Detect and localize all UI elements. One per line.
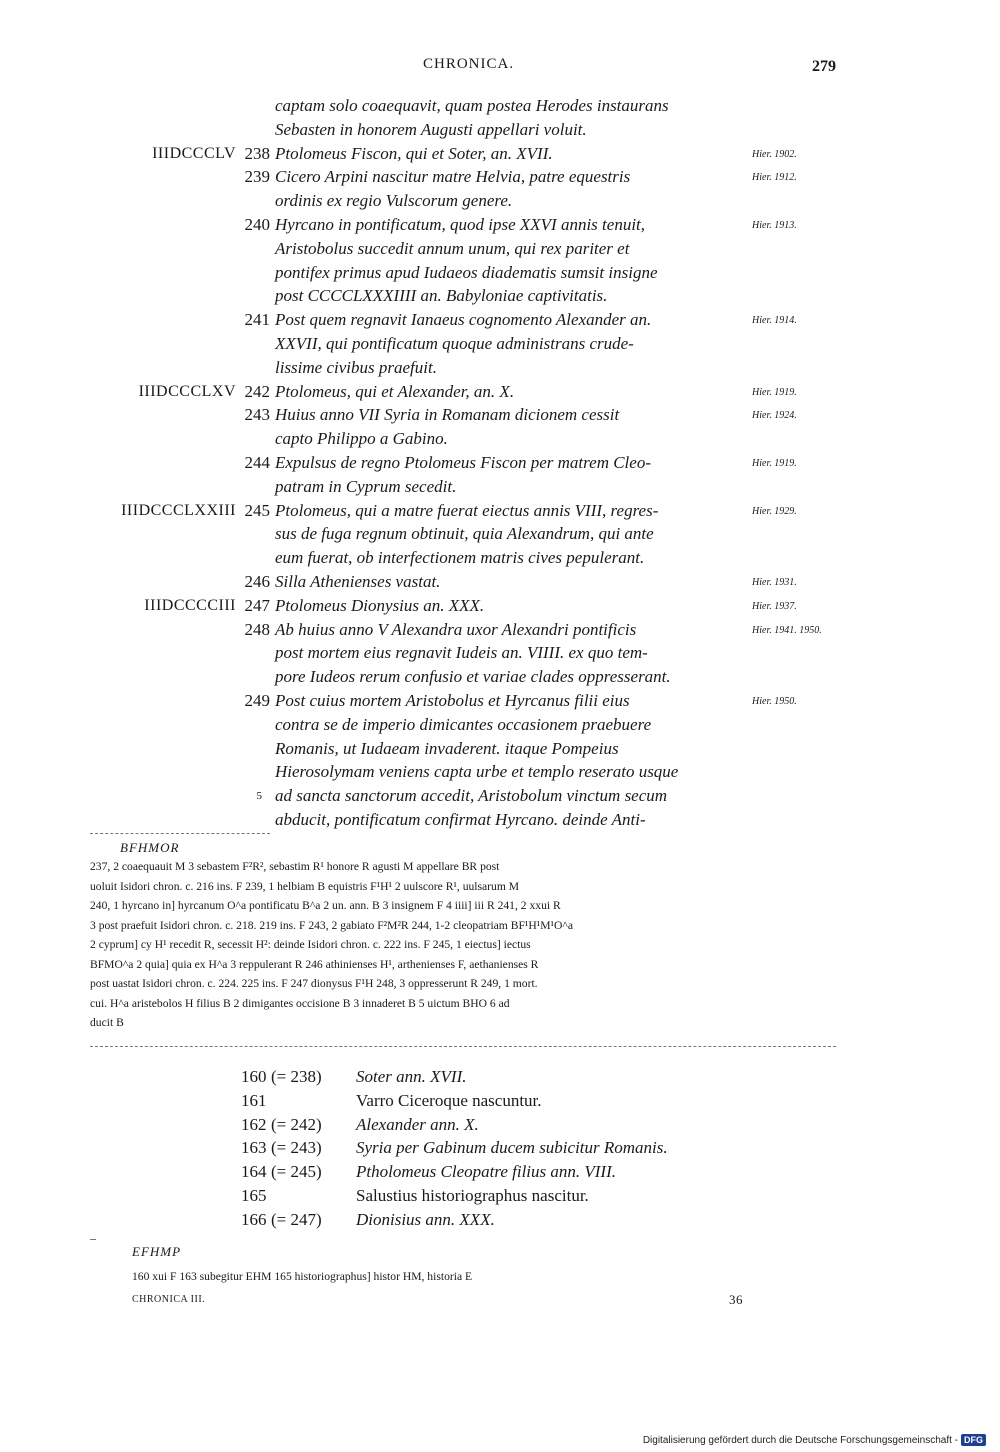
text-line: Sebasten in honorem Augusti appellari voluit. [275, 119, 587, 139]
text-line: Post quem regnavit Ianaeus cognomento Alexander an. [275, 310, 652, 330]
entry-number: 244 [244, 453, 270, 472]
text-line: XXVII, qui pontificatum quoque administrans crude- [275, 334, 634, 353]
apparatus-line: cui. H^a aristebolos H filius B 2 dimigantes occisione B 3 innaderet B 5 uictum BHO 6 ad [90, 996, 510, 1010]
text-line: Ptolomeus Dionysius an. XXX. [275, 595, 485, 615]
b-entry-text: Syria per Gabinum ducem subicitur Romanis. [356, 1138, 668, 1158]
apparatus-line: BFMO^a 2 quia] quia ex H^a 3 reppulerant R 246 athinienses H¹, arthenienses F, aethanienses R [90, 957, 539, 971]
apparatus-line: 237, 2 coaequauit M 3 sebastem F²R², sebastim R¹ honore R agusti M appellare BR post [90, 860, 500, 873]
apparatus-line: 3 post praefuit Isidori chron. c. 218. 219 ins. F 243, 2 gabiato F²M²R 244, 1-2 cleopatriam BF¹H¹M¹O^a [90, 918, 573, 932]
b-entry-equivalence: (= 242) [271, 1114, 322, 1134]
text-line: Ptolomeus Fiscon, qui et Soter, an. XVII. [275, 143, 553, 163]
separator-rule [90, 833, 270, 834]
page-number: 279 [812, 58, 836, 75]
b-entry-number: 164 [241, 1162, 267, 1182]
text-line: Cicero Arpini nascitur matre Helvia, patre equestris [275, 167, 631, 187]
apparatus-line: 240, 1 hyrcano in] hyrcanum O^a pontificatu B^a 2 un. ann. B 3 insignem F 4 iiii] iii R 241, 2 xxui R [90, 899, 561, 912]
dfg-attribution [643, 1434, 986, 1446]
running-header: CHRONICA. [423, 56, 515, 72]
entry-number: 247 [244, 595, 270, 615]
hieronymus-reference: Hier. 1931. [752, 577, 797, 588]
b-entry-text: Alexander ann. X. [356, 1114, 479, 1134]
apparatus-sigla: BFHMOR [120, 840, 180, 855]
b-entry-number: 163 [241, 1138, 267, 1158]
entry-number: 241 [244, 310, 270, 330]
hieronymus-reference: Hier. 1950. [752, 696, 797, 707]
entry-number: 239 [244, 167, 270, 187]
apparatus-line: uoluit Isidori chron. c. 216 ins. F 239, 1 helbiam B equistris F¹H¹ 2 uulscore R¹, uulsarum M [90, 879, 520, 893]
b-entry-number: 165 [241, 1186, 267, 1205]
section-divider [90, 1046, 836, 1047]
b-entry-equivalence: (= 247) [271, 1209, 322, 1229]
hieronymus-reference: Hier. 1914. [752, 315, 797, 327]
b-entry-number: 166 [241, 1209, 267, 1229]
text-line: Hyrcano in pontificatum, quod ipse XXVI annis tenuit, [275, 215, 646, 234]
text-line: ordinis ex regio Vulscorum genere. [275, 191, 513, 211]
apparatus-b-line: 160 xui F 163 subegitur EHM 165 historiographus] histor HM, historia E [132, 1270, 473, 1283]
b-entry-text: Dionisius ann. XXX. [356, 1209, 495, 1229]
year-marker: IIIDCCCCIII [144, 596, 236, 614]
entry-number: 248 [244, 619, 270, 639]
hieronymus-reference: Hier. 1937. [752, 600, 797, 612]
hieronymus-reference: Hier. 1913. [752, 220, 797, 231]
entry-number: 243 [244, 405, 270, 425]
apparatus-line: post uastat Isidori chron. c. 224. 225 ins. F 247 dionysus F¹H 248, 3 oppresserunt R 249, 1 mort. [90, 977, 538, 990]
hieronymus-reference: Hier. 1919. [752, 386, 797, 398]
year-marker: IIIDCCCLXXIII [121, 501, 236, 519]
b-entry-text: Ptholomeus Cleopatre filius ann. VIII. [356, 1162, 617, 1182]
text-line: ad sancta sanctorum accedit, Aristobolum vinctum secum [275, 786, 668, 806]
b-entry-text: Salustius historiographus nascitur. [356, 1186, 589, 1205]
apparatus-b-sigla: EFHMP [132, 1244, 182, 1259]
text-line: captam solo coaequavit, quam postea Herodes instaurans [275, 96, 669, 115]
text-line: post CCCCLXXXIIII an. Babyloniae captivitatis. [275, 286, 608, 306]
b-entry-equivalence: (= 245) [271, 1162, 322, 1182]
text-line: abducit, pontificatum confirmat Hyrcano. deinde Anti- [275, 810, 646, 829]
signature-number: 36 [729, 1292, 743, 1307]
text-line: Romanis, ut Iudaeam invaderent. itaque Pompeius [275, 738, 619, 758]
hieronymus-reference: Hier. 1912. [752, 172, 797, 184]
text-line: Expulsus de regno Ptolomeus Fiscon per matrem Cleo- [275, 453, 651, 472]
b-entry-equivalence: (= 238) [271, 1067, 322, 1086]
text-line: Huius anno VII Syria in Romanam dicionem cessit [275, 405, 620, 425]
text-line: patram in Cyprum secedit. [275, 476, 457, 496]
apparatus-line: 2 cyprum] cy H¹ recedit R, secessit H²: deinde Isidori chron. c. 222 ins. F 245, 1 eiectus] iectus [90, 938, 531, 951]
apparatus-line: ducit B [90, 1016, 124, 1029]
year-marker: IIIDCCCLXV [138, 382, 236, 400]
text-line: Silla Athenienses vastat. [275, 572, 441, 591]
entry-number: 238 [244, 143, 270, 163]
b-entry-text: Varro Ciceroque nascuntur. [356, 1090, 542, 1110]
text-line: Ptolomeus, qui a matre fuerat eiectus annis VIII, regres- [275, 500, 659, 520]
b-entry-text: Soter ann. XVII. [356, 1067, 467, 1086]
entry-number: 245 [244, 500, 270, 520]
entry-number: 242 [244, 381, 270, 401]
year-marker: IIIDCCCLV [152, 144, 236, 162]
text-line: lissime civibus praefuit. [275, 357, 437, 377]
entry-number: 5 [256, 790, 262, 803]
text-line: eum fuerat, ob interfectionem matris cives pepulerant. [275, 548, 645, 568]
short-rule [90, 1239, 96, 1240]
hieronymus-reference: Hier. 1941. 1950. [752, 624, 822, 636]
entry-number: 246 [244, 572, 270, 591]
hieronymus-reference: Hier. 1919. [752, 458, 797, 469]
entry-number: 240 [244, 215, 270, 234]
text-line: Ptolomeus, qui et Alexander, an. X. [275, 381, 515, 401]
text-line: pore Iudeos rerum confusio et variae clades oppresserant. [275, 667, 671, 687]
dfg-logo: DFG [961, 1434, 986, 1446]
hieronymus-reference: Hier. 1902. [752, 148, 797, 160]
text-line: Ab huius anno V Alexandra uxor Alexandri pontificis [275, 619, 637, 639]
b-entry-number: 161 [241, 1090, 267, 1110]
b-entry-number: 160 [241, 1067, 267, 1086]
dfg-text: Digitalisierung gefördert durch die Deutsche Forschungsgemeinschaft - [642, 1435, 958, 1446]
text-line: pontifex primus apud Iudaeos diadematis sumsit insigne [275, 262, 658, 282]
hieronymus-reference: Hier. 1929. [752, 505, 797, 517]
b-entry-number: 162 [241, 1114, 267, 1134]
text-line: Hierosolymam veniens capta urbe et templo reserato usque [275, 762, 679, 782]
text-line: capto Philippo a Gabino. [275, 429, 448, 449]
text-line: sus de fuga regnum obtinuit, quia Alexandrum, qui ante [275, 524, 654, 544]
signature-mark: CHRONICA III. [132, 1294, 206, 1305]
b-entry-equivalence: (= 243) [271, 1138, 322, 1158]
hieronymus-reference: Hier. 1924. [752, 410, 797, 422]
text-line: post mortem eius regnavit Iudeis an. VIIII. ex quo tem- [275, 643, 648, 663]
text-line: Aristobolus succedit annum unum, qui rex pariter et [275, 238, 630, 258]
entry-number: 249 [244, 691, 270, 710]
text-line: Post cuius mortem Aristobolus et Hyrcanus filii eius [275, 691, 630, 710]
text-line: contra se de imperio dimicantes occasionem praebuere [275, 714, 652, 734]
